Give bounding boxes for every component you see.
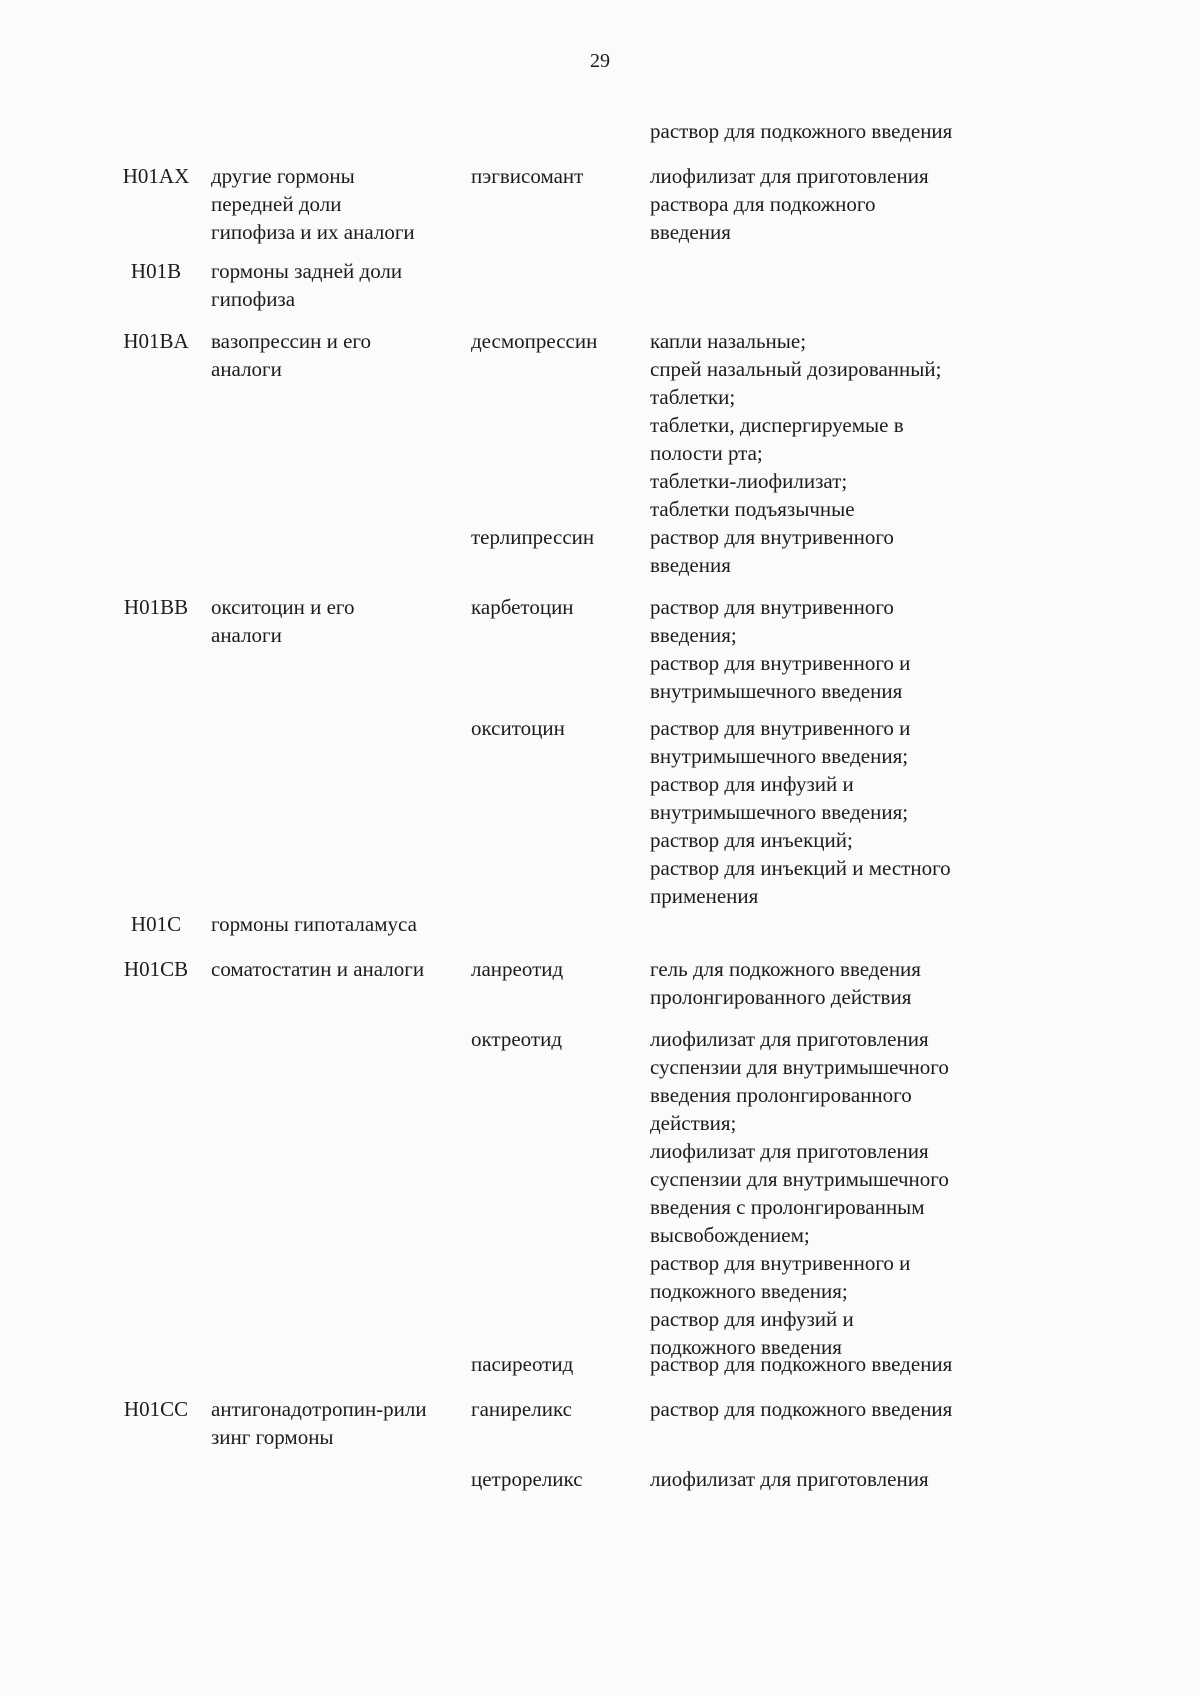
dosage-form: лиофилизат для приготовления раствора для подкожного введения [650,164,929,244]
atc-group: другие гормоны передней доли гипофиза и их аналоги [211,164,415,244]
dosage-form: капли назальные; спрей назальный дозированный; таблетки; таблетки, диспергируемые в полости рта; таблетки-лиофилизат; таблетки подъязычные [650,329,942,521]
dosage-form: раствор для подкожного введения [650,119,953,143]
atc-code: H01CC [123,1397,189,1421]
dosage-form: раствор для внутривенного и внутримышечного введения; раствор для инфузий и внутримышечного введения; раствор для инъекций; раствор для инъекций и местного применения [650,716,951,908]
dosage-form: лиофилизат для приготовления [650,1467,929,1491]
atc-code: H01C [130,912,182,936]
dosage-form: гель для подкожного введения пролонгированного действия [650,957,921,1009]
drug-name: ганиреликс [471,1397,572,1421]
drug-name: ланреотид [471,957,564,981]
dosage-form: раствор для подкожного введения [650,1352,953,1376]
drug-name: окситоцин [471,716,565,740]
drug-name: десмопрессин [471,329,598,353]
atc-group: гормоны гипоталамуса [211,912,417,936]
drug-name: карбетоцин [471,595,574,619]
dosage-form: раствор для внутривенного введения [650,525,894,577]
atc-group: окситоцин и его аналоги [211,595,355,647]
drug-name: октреотид [471,1027,563,1051]
drug-name: пэгвисомант [471,164,584,188]
atc-code: H01B [130,259,182,283]
atc-group: антигонадотропин-рили зинг гормоны [211,1397,427,1449]
page-number: 29 [590,50,610,72]
drug-name: цетрореликс [471,1467,583,1491]
drug-name: пасиреотид [471,1352,574,1376]
atc-code: H01BB [123,595,189,619]
drug-name: терлипрессин [471,525,595,549]
dosage-form: раствор для подкожного введения [650,1397,953,1421]
atc-group: вазопрессин и его аналоги [211,329,371,381]
atc-code: H01AX [122,164,190,188]
atc-group: соматостатин и аналоги [211,957,425,981]
atc-code: H01CB [123,957,189,981]
atc-group: гормоны задней доли гипофиза [211,259,403,311]
dosage-form: лиофилизат для приготовления суспензии для внутримышечного введения пролонгированного действия; лиофилизат для приготовления суспензии для внутримышечного введения с пролонгированным высвобождением; раствор для внутривенного и подкожного введения; раствор для инфузий и подкожного введения [650,1027,949,1359]
dosage-form: раствор для внутривенного введения; раствор для внутривенного и внутримышечного введения [650,595,911,703]
atc-code: H01BA [123,329,189,353]
